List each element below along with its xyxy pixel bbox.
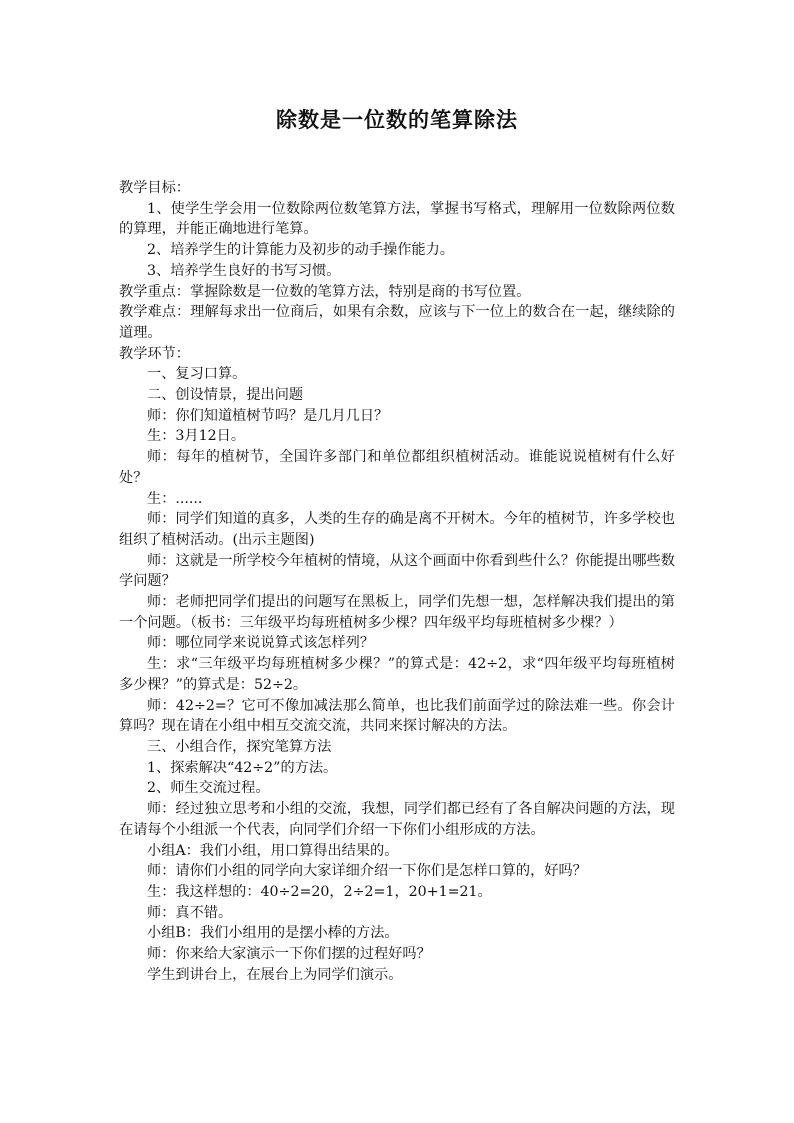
- paragraph: 师：真不错。: [147, 904, 233, 921]
- paragraph: 1、使学生学会用一位数除两位数笔算方法，掌握书写格式，理解用一位数除两位数的算理，并能正确地进行笔算。: [119, 200, 675, 238]
- paragraph: 小组A：我们小组，用口算得出结果的。: [147, 842, 399, 859]
- paragraph: 3、培养学生良好的书写习惯。: [147, 262, 341, 279]
- paragraph: 一、复习口算。: [147, 366, 247, 383]
- paragraph: 师：42÷2=？它可不像加减法那么简单，也比我们前面学过的除法难一些。你会计算吗？现在请在小组中相互交流交流，共同来探讨解决的方法。: [119, 697, 675, 735]
- paragraph: 教学目标：: [119, 180, 190, 196]
- paragraph: 师：同学们知道的真多，人类的生存的确是离不开树木。今年的植树节，许多学校也组织了植树活动。(出示主题图): [119, 511, 675, 548]
- paragraph: 2、培养学生的计算能力及初步的动手操作能力。: [147, 242, 454, 259]
- paragraph: 生：求“三年级平均每班植树多少棵？”的算式是：42÷2，求“四年级平均每班植树多少棵？”的算式是：52÷2。: [119, 656, 675, 693]
- paragraph: 2、师生交流过程。: [147, 780, 270, 797]
- document-title: 除数是一位数的笔算除法: [276, 107, 518, 132]
- paragraph: 教学难点：理解每求出一位商后，如果有余数，应该与下一位上的数合在一起，继续除的道理。: [119, 304, 675, 341]
- document-body: [119, 178, 675, 985]
- paragraph: 学生到讲台上，在展台上为同学们演示。: [147, 966, 403, 983]
- paragraph: 教学环节：: [119, 345, 190, 362]
- paragraph: 二、创设情景，提出问题: [147, 387, 304, 404]
- paragraph: 师：请你们小组的同学向大家详细介绍一下你们是怎样口算的，好吗？: [147, 863, 587, 880]
- paragraph: 师：你们知道植树节吗？是几月几日？: [147, 407, 389, 424]
- paragraph: 生：......: [147, 490, 203, 507]
- paragraph: 1、探索解决“42÷2”的方法。: [147, 759, 338, 776]
- paragraph: 师：哪位同学来说说算式该怎样列？: [147, 635, 375, 652]
- paragraph: 三、小组合作，探究笔算方法: [147, 738, 332, 755]
- paragraph: 师：你来给大家演示一下你们摆的过程好吗？: [147, 946, 431, 963]
- paragraph: 师：经过独立思考和小组的交流，我想，同学们都已经有了各自解决问题的方法，现在请每个小组派一个代表，向同学们介绍一下你们小组形成的方法。: [119, 801, 675, 838]
- paragraph: 教学重点：掌握除数是一位数的笔算方法，特别是商的书写位置。: [119, 283, 531, 300]
- paragraph: 生：我这样想的：40÷2=20，2÷2=1，20+1=21。: [147, 883, 492, 900]
- paragraph: 小组B：我们小组用的是摆小棒的方法。: [147, 925, 399, 942]
- paragraph: 师：老师把同学们提出的问题写在黑板上，同学们先想一想，怎样解决我们提出的第一个问题。（板书：三年级平均每班植树多少棵？四年级平均每班植树多少棵？）: [119, 594, 675, 631]
- paragraph: 生：3月12日。: [147, 428, 246, 445]
- paragraph: 师：这就是一所学校今年植树的情境，从这个画面中你看到些什么？你能提出哪些数学问题？: [119, 552, 675, 590]
- paragraph: 师：每年的植树节，全国许多部门和单位都组织植树活动。谁能说说植树有什么好处？: [119, 449, 675, 486]
